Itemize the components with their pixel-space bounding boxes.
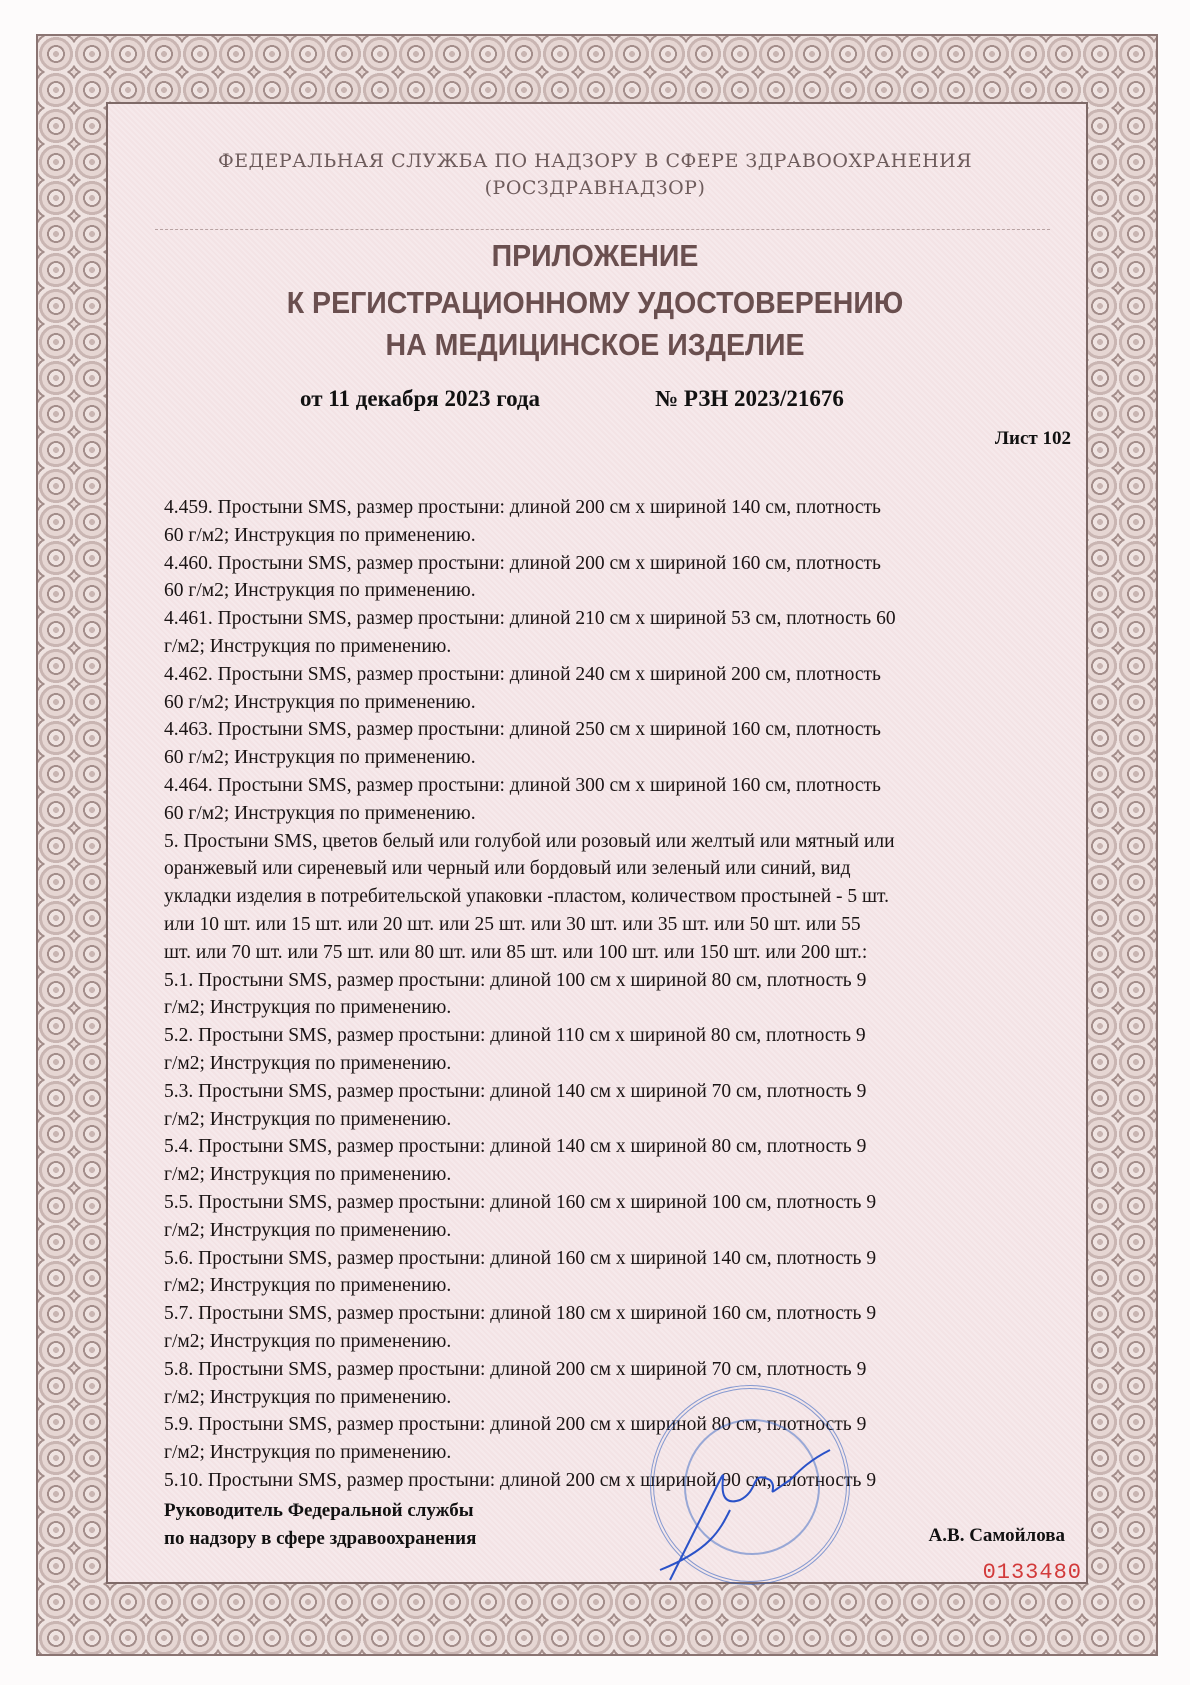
body-line: г/м2; Инструкция по применению.	[164, 1330, 452, 1352]
body-line: укладки изделия в потребительской упаковки -пластом, количеством простыней - 5 шт.	[164, 886, 889, 908]
body-line: 5.10. Простыни SMS, размер простыни: длиной 200 см х шириной 90 см, плотность 9	[164, 1469, 877, 1491]
body-line: 5.2. Простыни SMS, размер простыни: длиной 110 см х шириной 80 см, плотность 9	[164, 1025, 866, 1047]
body-line: 4.461. Простыни SMS, размер простыни: длиной 210 см х шириной 53 см, плотность 60	[164, 608, 896, 630]
body-line: 5.9. Простыни SMS, размер простыни: длиной 200 см х шириной 80 см, плотность 9	[164, 1414, 867, 1436]
sheet-number: Лист 102	[994, 428, 1071, 449]
agency-abbreviation: (РОСЗДРАВНАДЗОР)	[484, 177, 706, 199]
body-line: 5.8. Простыни SMS, размер простыни: длиной 200 см х шириной 70 см, плотность 9	[164, 1358, 867, 1380]
registration-number: № РЗН 2023/21676	[655, 386, 844, 411]
body-line: г/м2; Инструкция по применению.	[164, 1275, 452, 1297]
body-line: 4.460. Простыни SMS, размер простыни: длиной 200 см х шириной 160 см, плотность	[164, 552, 881, 574]
signatory-position	[164, 1497, 476, 1553]
title-line-3: НА МЕДИЦИНСКОЕ ИЗДЕЛИЕ	[385, 327, 805, 362]
document-body	[164, 494, 1074, 1495]
body-line: 5.4. Простыни SMS, размер простыни: длиной 140 см х шириной 80 см, плотность 9	[164, 1136, 867, 1158]
serial-number: 0133480	[982, 1560, 1082, 1585]
body-line: г/м2; Инструкция по применению.	[164, 1052, 452, 1074]
position-line-2: по надзору в сфере здравоохранения	[164, 1528, 477, 1549]
body-line: 4.463. Простыни SMS, размер простыни: длиной 250 см х шириной 160 см, плотность	[164, 719, 881, 741]
issue-date: от 11 декабря 2023 года	[300, 386, 541, 411]
body-line: г/м2; Инструкция по применению.	[164, 635, 452, 657]
body-line: г/м2; Инструкция по применению.	[164, 1442, 452, 1464]
body-line: шт. или 70 шт. или 75 шт. или 80 шт. или 85 шт. или 100 шт. или 150 шт. или 200 шт.:	[164, 941, 868, 963]
title-line-2: К РЕГИСТРАЦИОННОМУ УДОСТОВЕРЕНИЮ	[286, 285, 904, 320]
body-line: 5.7. Простыни SMS, размер простыни: длиной 180 см х шириной 160 см, плотность 9	[164, 1303, 877, 1325]
signature	[650, 1440, 850, 1590]
body-line: г/м2; Инструкция по применению.	[164, 1164, 452, 1186]
body-line: оранжевый или сиреневый или черный или бордовый или зеленый или синий, вид	[164, 858, 851, 880]
title-line-1: ПРИЛОЖЕНИЕ	[491, 238, 699, 273]
body-line: 60 г/м2; Инструкция по применению.	[164, 691, 476, 713]
body-line: 5. Простыни SMS, цветов белый или голубой или розовый или желтый или мятный или	[164, 830, 895, 852]
body-line: г/м2; Инструкция по применению.	[164, 997, 452, 1019]
body-line: 5.3. Простыни SMS, размер простыни: длиной 140 см х шириной 70 см, плотность 9	[164, 1080, 867, 1102]
body-line: г/м2; Инструкция по применению.	[164, 1219, 452, 1241]
body-line: г/м2; Инструкция по применению.	[164, 1386, 452, 1408]
body-line: или 10 шт. или 15 шт. или 20 шт. или 25 шт. или 30 шт. или 35 шт. или 50 шт. или 55	[164, 913, 861, 935]
body-line: 5.5. Простыни SMS, размер простыни: длиной 160 см х шириной 100 см, плотность 9	[164, 1191, 877, 1213]
position-line-1: Руководитель Федеральной службы	[164, 1500, 474, 1521]
body-line: г/м2; Инструкция по применению.	[164, 1108, 452, 1130]
body-line: 5.1. Простыни SMS, размер простыни: длиной 100 см х шириной 80 см, плотность 9	[164, 969, 867, 991]
agency-name: ФЕДЕРАЛЬНАЯ СЛУЖБА ПО НАДЗОРУ В СФЕРЕ ЗДРАВООХРАНЕНИЯ	[217, 150, 973, 172]
signatory-name: А.В. Самойлова	[928, 1525, 1065, 1546]
body-line: 4.462. Простыни SMS, размер простыни: длиной 240 см х шириной 200 см, плотность	[164, 663, 881, 685]
body-line: 5.6. Простыни SMS, размер простыни: длиной 160 см х шириной 140 см, плотность 9	[164, 1247, 877, 1269]
body-line: 60 г/м2; Инструкция по применению.	[164, 747, 476, 769]
body-line: 60 г/м2; Инструкция по применению.	[164, 802, 476, 824]
body-line: 60 г/м2; Инструкция по применению.	[164, 524, 476, 546]
body-line: 4.464. Простыни SMS, размер простыни: длиной 300 см х шириной 160 см, плотность	[164, 774, 881, 796]
divider	[155, 229, 1050, 230]
body-line: 4.459. Простыни SMS, размер простыни: длиной 200 см х шириной 140 см, плотность	[164, 497, 881, 518]
body-line: 60 г/м2; Инструкция по применению.	[164, 580, 476, 602]
